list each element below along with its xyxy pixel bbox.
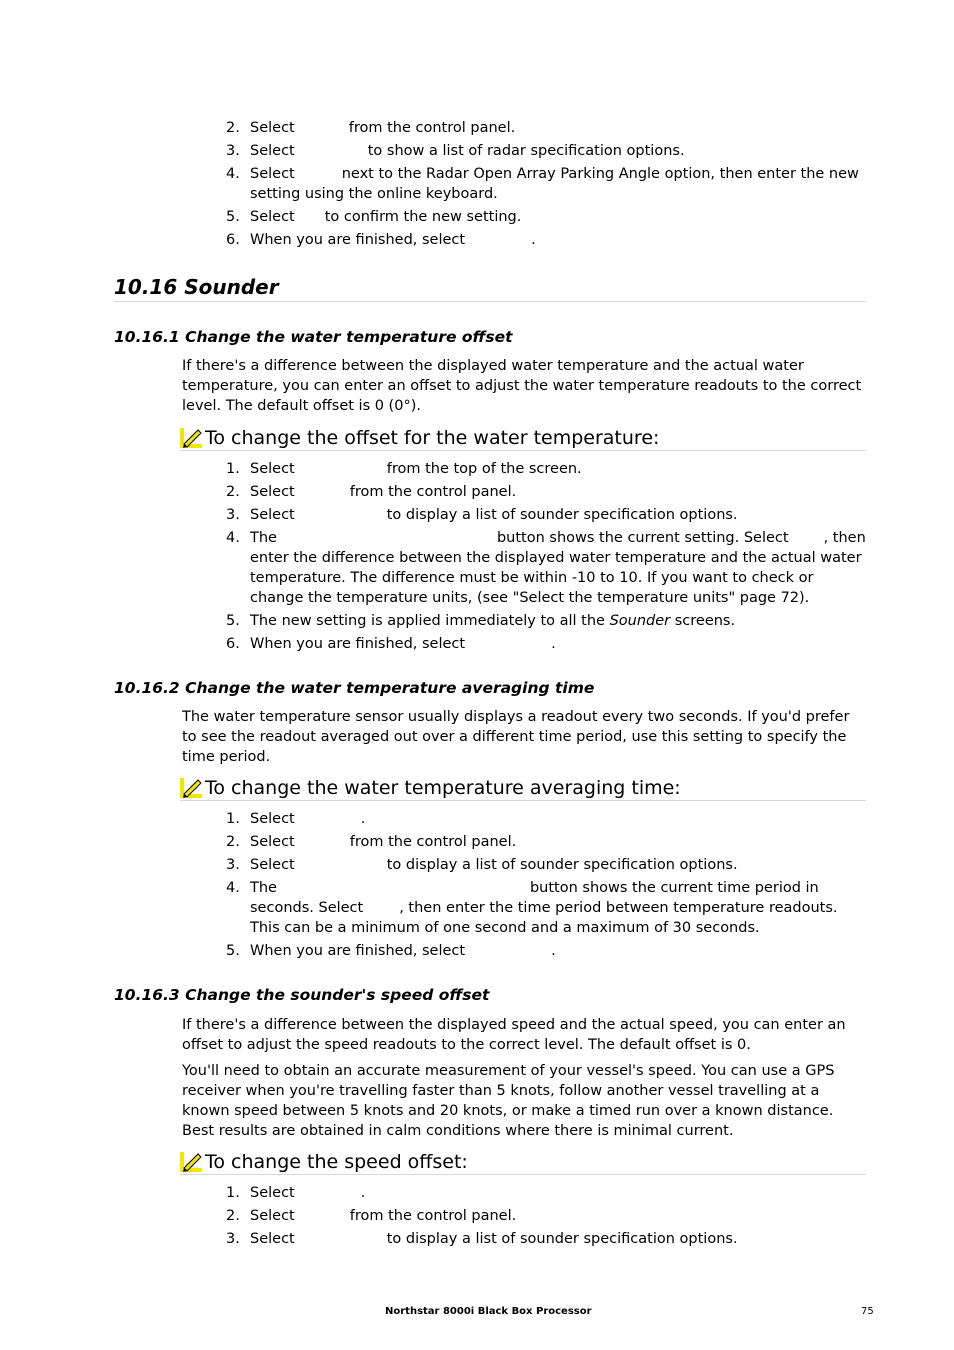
subsection-heading-temp-offset: 10.16.1 Change the water temperature offset <box>114 328 513 346</box>
procedure-heading-temp-offset: To change the offset for the water temperature: <box>180 426 866 451</box>
list-item: 4. Select next to the Radar Open Array Parking Angle option, then enter the new setting using the online keyboard. <box>226 166 859 202</box>
list-item: 1. Select . <box>226 1185 366 1201</box>
pencil-icon <box>180 428 202 448</box>
procedure-heading-speed-offset: To change the speed offset: <box>180 1150 866 1175</box>
procedure-heading-averaging-time: To change the water temperature averaging time: <box>180 776 866 801</box>
list-item: 2. Select from the control panel. <box>226 834 517 850</box>
list-item: 4. The button shows the current time period in seconds. Select , then enter the time period between temperature readouts. This can be a minimum of one second and a maximum of 30 seconds. <box>226 880 838 936</box>
list-item: 6. When you are finished, select . <box>226 232 536 248</box>
list-item: 5. Select to confirm the new setting. <box>226 209 522 225</box>
footer-product-title: Northstar 8000i Black Box Processor <box>385 1306 592 1317</box>
averaging-time-intro: The water temperature sensor usually displays a readout every two seconds. If you'd prefer to see the readout averaged out over a different time period, use this setting to specify the time period. <box>182 709 850 765</box>
list-item: 3. Select to show a list of radar specification options. <box>226 143 685 159</box>
list-item: 2. Select from the control panel. <box>226 120 516 136</box>
radar-steps <box>226 118 866 253</box>
temp-offset-steps <box>226 459 866 657</box>
list-item: 3. Select to display a list of sounder specification options. <box>226 507 738 523</box>
list-item: 2. Select from the control panel. <box>226 1208 517 1224</box>
pencil-icon <box>180 778 202 798</box>
list-item: 2. Select from the control panel. <box>226 484 517 500</box>
list-item: 3. Select to display a list of sounder specification options. <box>226 1231 738 1247</box>
list-item: 4. The button shows the current setting. Select , then enter the difference between the displayed water temperature and the actual water temperature. The difference must be within -10 to 10. If you want to check or change the temperature units, (see "Select the temperature units" page 72). <box>226 530 866 606</box>
speed-offset-steps <box>226 1183 866 1252</box>
section-heading-sounder: 10.16 Sounder <box>114 274 866 302</box>
list-item: 5. When you are finished, select . <box>226 943 556 959</box>
list-item: 5. The new setting is applied immediately to all the Sounder screens. <box>226 613 736 629</box>
pencil-icon <box>180 1152 202 1172</box>
list-item: 3. Select to display a list of sounder specification options. <box>226 857 738 873</box>
list-item: 6. When you are finished, select . <box>226 636 556 652</box>
speed-offset-measurement-note: You'll need to obtain an accurate measurement of your vessel's speed. You can use a GPS receiver when you're travelling faster than 5 knots, follow another vessel travelling at a known speed between 5 knots and 20 knots, or make a timed run over a known distance. Best results are obtained in calm conditions where there is minimal current. <box>182 1063 835 1139</box>
list-item: 1. Select from the top of the screen. <box>226 461 582 477</box>
temp-offset-intro: If there's a difference between the displayed water temperature and the actual water temperature, you can enter an offset to adjust the water temperature readouts to the correct level. The default offset is 0 (0°). <box>182 358 862 414</box>
speed-offset-intro: If there's a difference between the displayed speed and the actual speed, you can enter an offset to adjust the speed readouts to the correct level. The default offset is 0. <box>182 1017 846 1053</box>
subsection-heading-speed-offset: 10.16.3 Change the sounder's speed offset <box>114 986 490 1004</box>
page-number: 75 <box>861 1306 874 1317</box>
subsection-heading-averaging-time: 10.16.2 Change the water temperature averaging time <box>114 679 595 697</box>
averaging-time-steps <box>226 809 866 964</box>
list-item: 1. Select . <box>226 811 366 827</box>
